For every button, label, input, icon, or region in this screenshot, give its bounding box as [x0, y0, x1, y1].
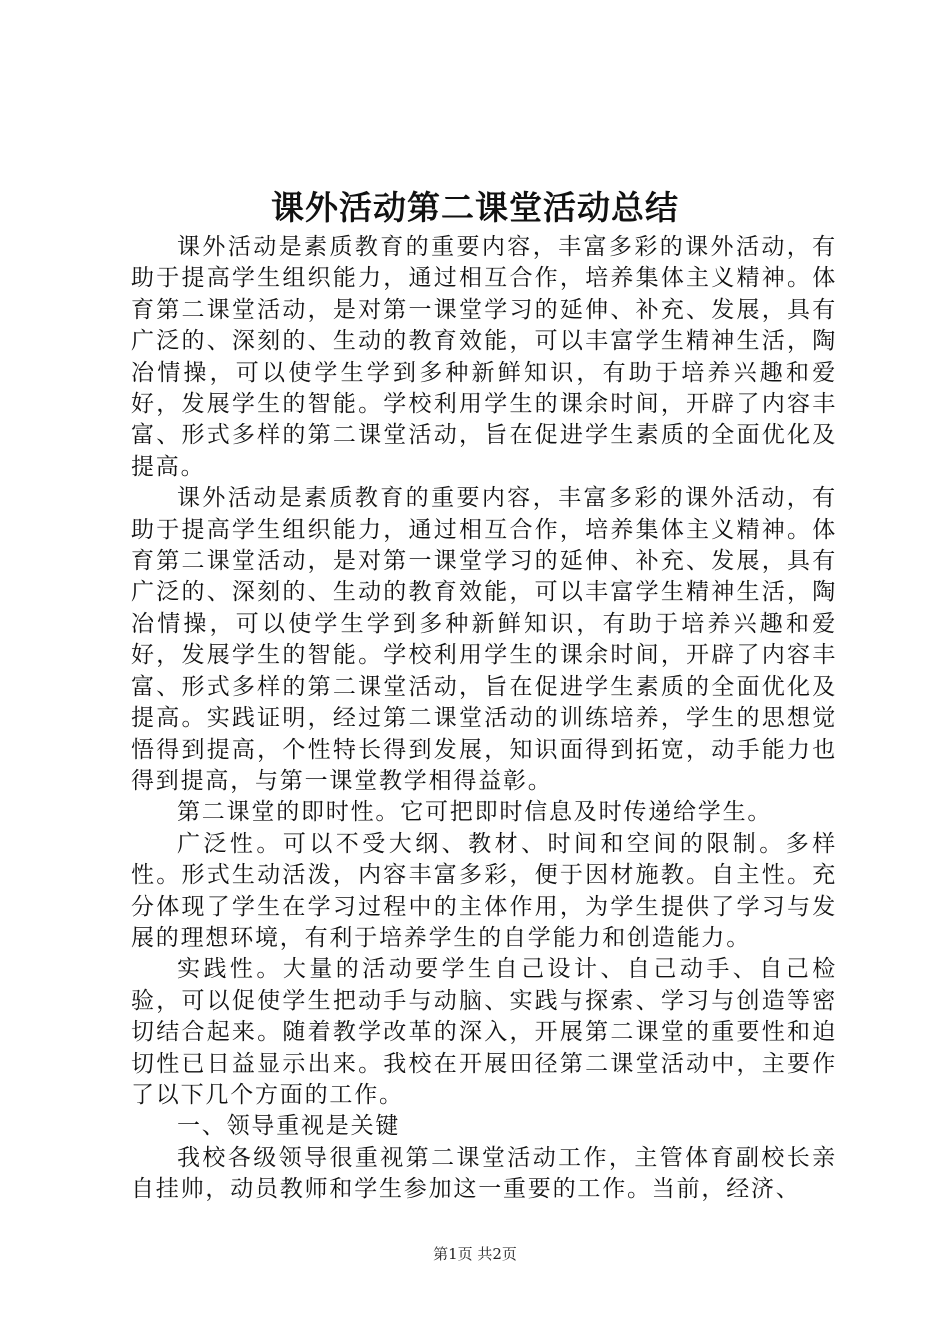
- paragraph-4: 广泛性。可以不受大纲、教材、时间和空间的限制。多样性。形式生动活泼，内容丰富多彩，便于因材施教。自主性。充分体现了学生在学习过程中的主体作用，为学生提供了学习与发展的理想环境，有利于培养学生的自学能力和创造能力。: [131, 830, 837, 951]
- paragraph-1: 课外活动是素质教育的重要内容，丰富多彩的课外活动，有助于提高学生组织能力，通过相互合作，培养集体主义精神。体育第二课堂活动，是对第一课堂学习的延伸、补充、发展，具有广泛的、深刻的、生动的教育效能，可以丰富学生精神生活，陶冶情操，可以使学生学到多种新鲜知识，有助于培养兴趣和爱好，发展学生的智能。学校利用学生的课余时间，开辟了内容丰富、形式多样的第二课堂活动，旨在促进学生素质的全面优化及提高。: [131, 234, 837, 480]
- page-number-footer: 第1页 共2页: [433, 1245, 517, 1263]
- paragraph-6: 我校各级领导很重视第二课堂活动工作，主管体育副校长亲自挂帅，动员教师和学生参加这一重要的工作。当前，经济、: [131, 1144, 837, 1203]
- document-body: [131, 232, 837, 1206]
- document-title: 课外活动第二课堂活动总结: [271, 188, 679, 227]
- paragraph-5: 实践性。大量的活动要学生自己设计、自己动手、自己检验，可以促使学生把动手与动脑、实践与探索、学习与创造等密切结合起来。随着教学改革的深入，开展第二课堂的重要性和迫切性已日益显示出来。我校在开展田径第二课堂活动中，主要作了以下几个方面的工作。: [131, 956, 837, 1108]
- paragraph-3: 第二课堂的即时性。它可把即时信息及时传递给学生。: [177, 799, 773, 826]
- paragraph-2: 课外活动是素质教育的重要内容，丰富多彩的课外活动，有助于提高学生组织能力，通过相互合作，培养集体主义精神。体育第二课堂活动，是对第一课堂学习的延伸、补充、发展，具有广泛的、深刻的、生动的教育效能，可以丰富学生精神生活，陶冶情操，可以使学生学到多种新鲜知识，有助于培养兴趣和爱好，发展学生的智能。学校利用学生的课余时间，开辟了内容丰富、形式多样的第二课堂活动，旨在促进学生素质的全面优化及提高。实践证明，经过第二课堂活动的训练培养，学生的思想觉悟得到提高，个性特长得到发展，知识面得到拓宽，动手能力也得到提高，与第一课堂教学相得益彰。: [131, 485, 837, 794]
- section-heading: 一、领导重视是关键: [177, 1113, 401, 1140]
